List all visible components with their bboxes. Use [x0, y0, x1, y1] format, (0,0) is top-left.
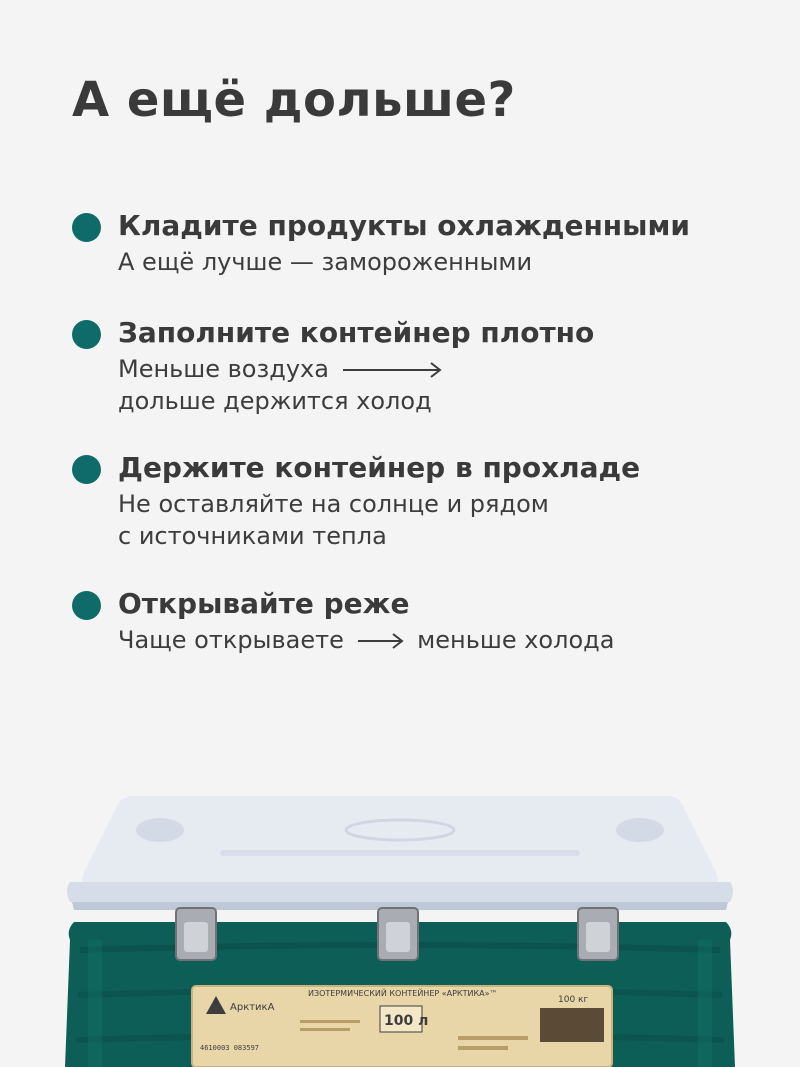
bullet-dot [72, 320, 101, 349]
bullet-dot [72, 455, 101, 484]
tip-text: Не оставляйте на солнце и рядом [118, 490, 549, 518]
page-title: А ещё дольше? [72, 72, 516, 128]
tip-text-line [118, 624, 614, 656]
tip-heading: Открывайте реже [118, 587, 410, 620]
bullet-dot [72, 213, 101, 242]
tip-text: Меньше воздуха [118, 355, 329, 383]
tip-item [72, 313, 594, 417]
tip-item [72, 448, 640, 552]
bullet-dot [72, 591, 101, 620]
tip-heading: Кладите продукты охлажденными [118, 209, 690, 242]
barcode-text: 4610003 083597 [200, 1044, 260, 1052]
brand-text: АрктикА [230, 1002, 275, 1013]
tip-text: меньше холода [417, 626, 615, 654]
tip-heading: Заполните контейнер плотно [118, 316, 595, 349]
tip-item [72, 584, 614, 656]
volume-text: 100 л [384, 1013, 429, 1029]
tip-text-line [118, 353, 594, 385]
tip-text: А ещё лучше — замороженными [118, 248, 533, 276]
arrow-right-icon [341, 360, 445, 380]
tip-item [72, 206, 690, 278]
arrow-right-icon [356, 631, 406, 651]
tip-text: с источниками тепла [118, 522, 387, 550]
tip-text: Чаще открываете [118, 626, 344, 654]
product-name-text: ИЗОТЕРМИЧЕСКИЙ КОНТЕЙНЕР «АРКТИКА»™ [308, 989, 498, 998]
cooler-box-image [0, 790, 800, 1067]
tip-text: дольше держится холод [118, 387, 432, 415]
load-text: 100 кг [558, 995, 589, 1005]
tip-heading: Держите контейнер в прохладе [118, 451, 641, 484]
